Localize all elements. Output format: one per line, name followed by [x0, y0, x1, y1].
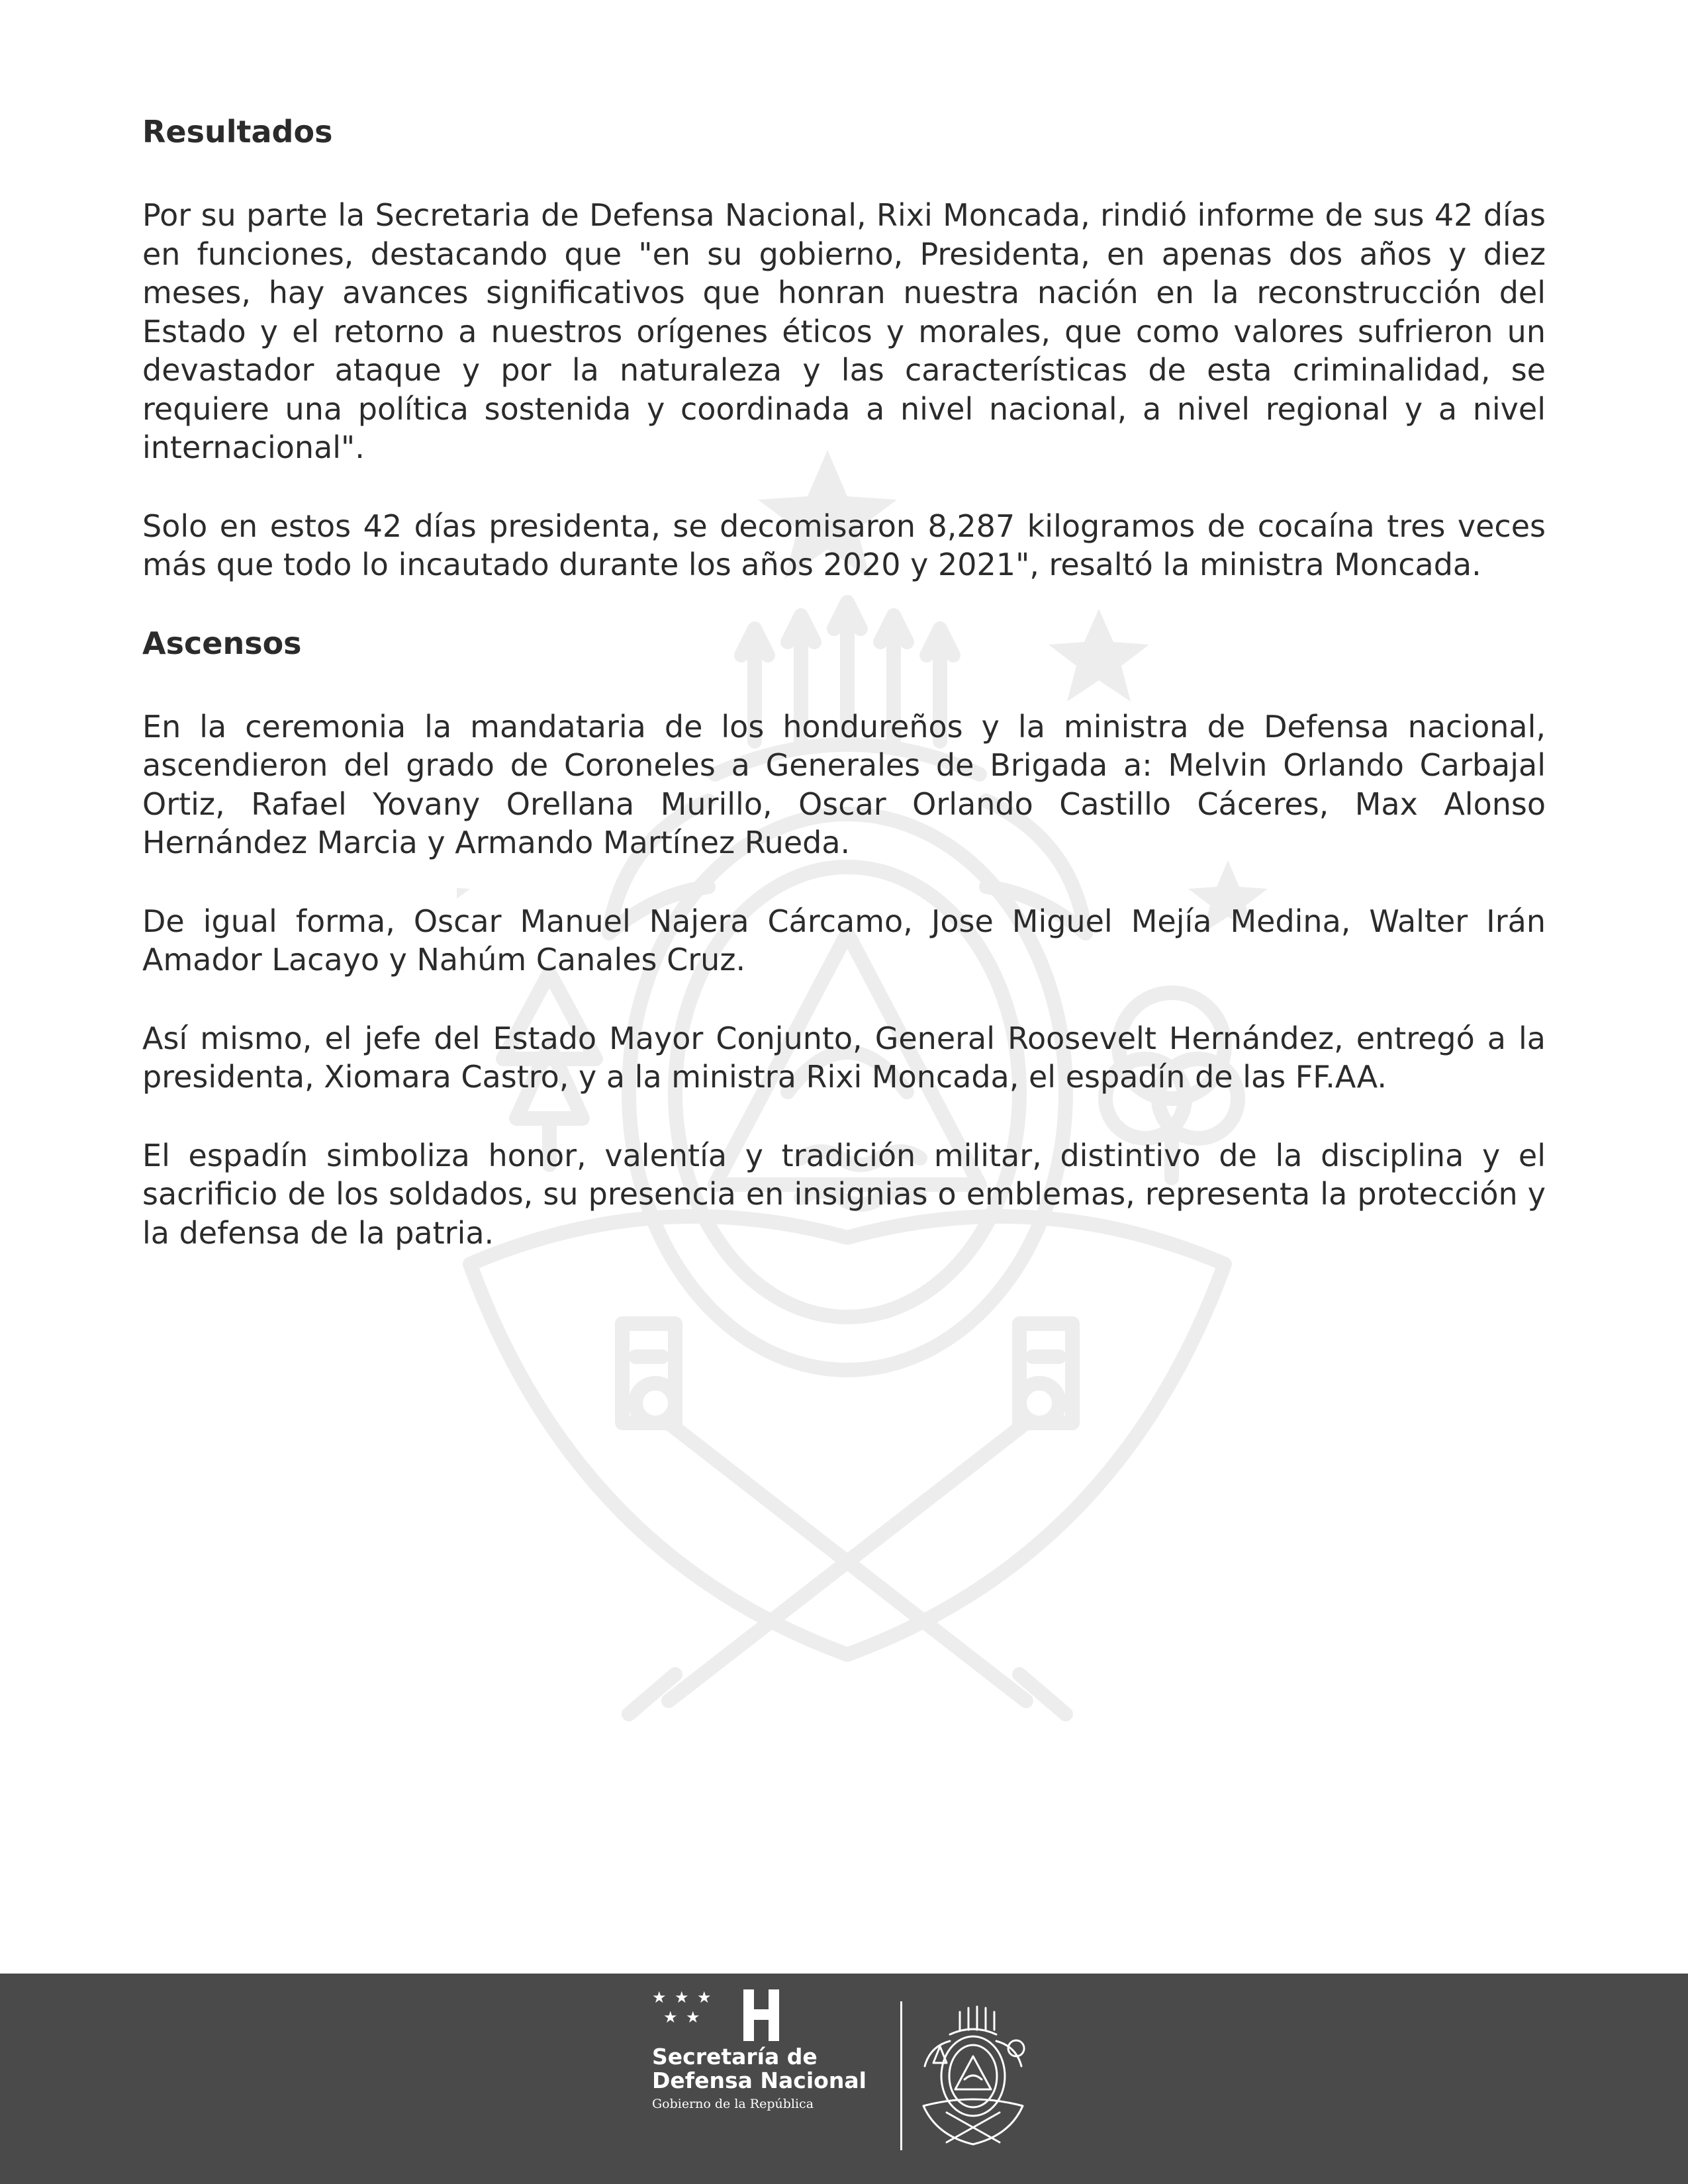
footer-divider: [900, 2001, 902, 2150]
footer-bar: [0, 1974, 1688, 2184]
section-heading: Resultados: [142, 114, 333, 150]
paragraph: Así mismo, el jefe del Estado Mayor Conjunto, General Roosevelt Hernández, entregó a la presidenta, Xiomara Castro, y a la ministra Rixi Moncada, el espadín de las FF.AA.: [142, 1020, 1546, 1095]
star-icon: ★: [652, 1988, 667, 2007]
brand-line-gobierno: Gobierno de la República: [652, 2097, 814, 2111]
footer-brand: [652, 1974, 904, 2184]
star-icon: ★: [686, 2008, 700, 2026]
paragraph: De igual forma, Oscar Manuel Najera Cárcamo, Jose Miguel Mejía Medina, Walter Irán Amador Lacayo y Nahúm Canales Cruz.: [142, 903, 1546, 978]
h-logo-icon: [743, 1989, 779, 2041]
coat-of-arms-icon: [910, 2000, 1036, 2152]
document-body: [142, 99, 1546, 1292]
stars-icon: [652, 1989, 738, 2042]
brand-line-secretaria: Secretaría de: [652, 2044, 818, 2070]
star-icon: ★: [663, 2008, 678, 2026]
paragraph: En la ceremonia la mandataria de los hondureños y la ministra de Defensa nacional, ascendieron del grado de Coroneles a Generales de Brigada a: Melvin Orlando Carbajal Ortiz, Rafael Yovany Orellana Murillo, Oscar Orlando Castillo Cáceres, Max Alonso Hernández Marcia y Armando Martínez Rueda.: [142, 708, 1546, 860]
paragraph: Solo en estos 42 días presidenta, se decomisaron 8,287 kilogramos de cocaína tres veces más que todo lo incautado durante los años 2020 y 2021", resaltó la ministra Moncada.: [142, 508, 1546, 582]
section-heading: Ascensos: [142, 625, 302, 661]
paragraph: El espadín simboliza honor, valentía y tradición militar, distintivo de la disciplina y el sacrificio de los soldados, su presencia en insignias o emblemas, representa la protección y la defensa de la patria.: [142, 1137, 1546, 1251]
brand-line-defensa: Defensa Nacional: [652, 2068, 867, 2093]
star-icon: ★: [675, 1988, 689, 2007]
star-icon: ★: [697, 1988, 712, 2007]
paragraph: Por su parte la Secretaria de Defensa Nacional, Rixi Moncada, rindió informe de sus 42 días en funciones, destacando que "en su gobierno, Presidenta, en apenas dos años y diez meses, hay avances significativos que honran nuestra nación en la reconstrucción del Estado y el retorno a nuestros orígenes éticos y morales, que como valores sufrieron un devastador ataque y por la naturaleza y las características de esta criminalidad, se requiere una política sostenida y coordinada a nivel nacional, a nivel regional y a nivel internacional".: [142, 197, 1546, 465]
